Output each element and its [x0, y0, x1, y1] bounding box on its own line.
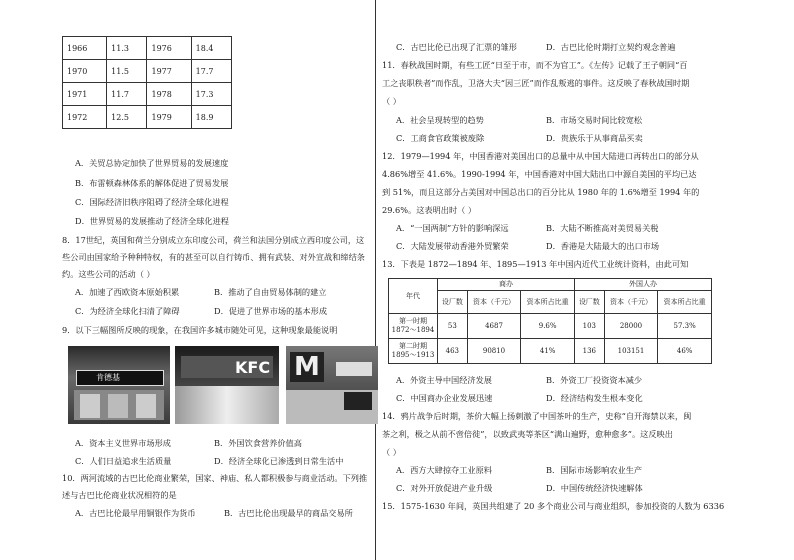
store-sign-text: 肯德基 [96, 373, 120, 382]
table-cell: 1977 [147, 60, 191, 83]
table-cell: 11.3 [107, 37, 147, 60]
table-cell: 1976 [147, 37, 191, 60]
q12-option-c: C．大陆发展带动香港外贸繁荣 [396, 241, 509, 251]
table-row [389, 314, 712, 339]
col-header-foreign: 外国人办 [574, 279, 711, 291]
q8-option-b: B．推动了自由贸易体制的建立 [214, 287, 327, 297]
q11-option-d: D．贵族乐于从事商品买卖 [546, 133, 643, 143]
table-row [63, 106, 232, 129]
q11-option-a: A．社会呈现转型的趋势 [396, 115, 484, 125]
question-9: 9．以下三幅图所反映的现象，在我国许多城市随处可见，这种现象最能说明 [62, 325, 338, 335]
table-cell: 1978 [147, 83, 191, 106]
table-cell: 103151 [604, 339, 658, 364]
question-8-line: 约。这些公司的活动（ ） [62, 269, 155, 279]
period-cell: 第一时期 1872～1894 [389, 314, 438, 339]
q13-option-c: C．中国商办企业发展迅速 [396, 393, 493, 403]
table-row [389, 339, 712, 364]
column-divider [375, 0, 376, 560]
table-cell: 1972 [63, 106, 107, 129]
q10-option-a: A．古巴比伦最早用铜银作为货币 [75, 508, 196, 518]
period-cell: 第二时期 1895～1913 [389, 339, 438, 364]
photo-kfc-store [68, 346, 170, 424]
table-cell: 17.3 [191, 83, 231, 106]
table-row [63, 37, 232, 60]
q14-option-a: A．西方大肆掠夺工业原料 [396, 465, 492, 475]
table-row [63, 83, 232, 106]
q12-option-d: D．香港是大陆最大的出口市场 [546, 241, 660, 251]
q14-option-d: D．中国传统经济快速解体 [546, 483, 643, 493]
option-a: A．关贸总协定加快了世界贸易的发展速度 [75, 158, 229, 168]
table-cell: 57.3% [658, 314, 712, 339]
option-b: B．布雷顿森林体系的解体促进了贸易发展 [75, 178, 229, 188]
table-cell: 1971 [63, 83, 107, 106]
question-13: 13．下表是 1872—1894 年、1895—1913 年中国内近代工业统计资料，由此可知 [382, 259, 689, 269]
year-table [62, 36, 232, 129]
q13-option-a: A．外资主导中国经济发展 [396, 375, 492, 385]
question-8-line: 些公司由国家给予种种特权，有的甚至可以自行铸币、拥有武装、对外宣战和缔结条 [62, 252, 365, 262]
table-cell: 11.5 [107, 60, 147, 83]
q12-option-b: B．大陆不断推高对美贸易关税 [546, 223, 659, 233]
question-15: 15．1575-1630 年间，英国共组建了 20 多个商业公司与商业组织，参加投资的人数为 6336 [382, 501, 725, 511]
col-header: 设厂数 [574, 291, 604, 314]
question-12-line: 到 51%，而且这部分占美国对中国总出口的百分比从 1980 年的 1.6%增至 1994 年的 [382, 187, 700, 197]
question-10-line: 述与古巴比伦商业状况相符的是 [62, 490, 177, 500]
q9-option-d: D．经济全球化已渗透到日常生活中 [214, 456, 344, 466]
photo-kfc-night [175, 346, 279, 424]
question-14-line: 14．鸦片战争后时期，茶价大幅上扬刺激了中国茶叶的生产，史称“自开海禁以来，闽 [382, 411, 692, 421]
table-cell: 41% [521, 339, 575, 364]
table-cell: 46% [658, 339, 712, 364]
table-cell: 1979 [147, 106, 191, 129]
question-11-line: （ ） [382, 96, 401, 106]
q10-option-b: B．古巴比伦出现最早的商品交易所 [224, 508, 353, 518]
question-12-line: 4.86%增至 41.6%。1990-1994 年，中国香港对中国大陆出口中源自美国的平均已达 [382, 169, 697, 179]
table-cell: 103 [574, 314, 604, 339]
question-12-line: 29.6%。这表明出时（ ） [382, 205, 477, 215]
q9-option-a: A．资本主义世界市场形成 [75, 438, 171, 448]
q13-option-d: D．经济结构发生根本变化 [546, 393, 643, 403]
q8-option-c: C．为经济全球化扫清了障碍 [75, 306, 180, 316]
store-sign-text: KFC [235, 358, 271, 377]
table-cell: 463 [438, 339, 468, 364]
table-cell: 11.7 [107, 83, 147, 106]
question-10-line: 10．两河流域的古巴比伦商业繁荣，国家、神庙、私人都积极参与商业活动。下列推 [62, 473, 368, 483]
q12-option-a: A．“一国两制”方针的影响深远 [396, 223, 509, 233]
q9-option-b: B．外国饮食营养价值高 [214, 438, 302, 448]
option-c: C．国际经济旧秩序阻碍了经济全球化进程 [75, 197, 229, 207]
table-cell: 1970 [63, 60, 107, 83]
col-header: 资本所占比重 [658, 291, 712, 314]
q8-option-d: D．促进了世界市场的基本形成 [214, 306, 328, 316]
col-header-period: 年代 [389, 279, 438, 314]
col-header: 资本所占比重 [521, 291, 575, 314]
table-cell: 9.6% [521, 314, 575, 339]
col-header: 资本（千元） [604, 291, 658, 314]
table-cell: 17.7 [191, 60, 231, 83]
table-cell: 18.4 [191, 37, 231, 60]
q10-option-d: D．古巴比伦时期打立契约观念普遍 [546, 42, 676, 52]
q14-option-c: C．对外开放促进产业升级 [396, 483, 493, 493]
industry-table [388, 278, 712, 364]
question-14-line: （ ） [382, 447, 401, 457]
table-cell: 53 [438, 314, 468, 339]
photo-mcdonalds: M [286, 346, 378, 424]
q11-option-c: C．工商食官政策被废除 [396, 133, 485, 143]
q8-option-a: A．加速了西欧资本原始积累 [75, 287, 180, 297]
question-12-line: 12．1979—1994 年，中国香港对美国出口的总量中从中国大陆进口再转出口的部分从 [382, 151, 699, 161]
table-cell: 28000 [604, 314, 658, 339]
q13-option-b: B．外资工厂投资资本减少 [546, 375, 643, 385]
table-cell: 18.9 [191, 106, 231, 129]
table-cell: 12.5 [107, 106, 147, 129]
q9-option-c: C．人们日益追求生活质量 [75, 456, 172, 466]
question-11-line: 11．春秋战国时期，有些工匠“日至于市，而不为官工”。《左传》记载了王子朝同“百 [382, 60, 688, 70]
q11-option-b: B．市场交易时间比较宽松 [546, 115, 643, 125]
col-header: 资本（千元） [467, 291, 521, 314]
question-8-line: 8．17世纪，英国和荷兰分别成立东印度公司，荷兰和法国分别成立西印度公司，这 [62, 235, 365, 245]
q14-option-b: B．国际市场影响农业生产 [546, 465, 643, 475]
col-header-merchant: 商办 [438, 279, 575, 291]
table-cell: 90810 [467, 339, 521, 364]
table-cell: 136 [574, 339, 604, 364]
question-11-line: 工之丧职秩者”而作乱，卫洛大夫“因三匠”而作乱叛逃的事件。这反映了春秋战国时期 [382, 78, 690, 88]
question-14-line: 茶之利，极之从前不啻倍徙”，以致武夷等茶区“满山遍野，愈种愈多”。这反映出 [382, 429, 673, 439]
table-cell: 4687 [467, 314, 521, 339]
option-d: D．世界贸易的发展推动了经济全球化进程 [75, 216, 229, 226]
q10-option-c: C．古巴比伦已出现了汇票的雏形 [396, 42, 517, 52]
table-row [63, 60, 232, 83]
col-header: 设厂数 [438, 291, 468, 314]
table-cell: 1966 [63, 37, 107, 60]
